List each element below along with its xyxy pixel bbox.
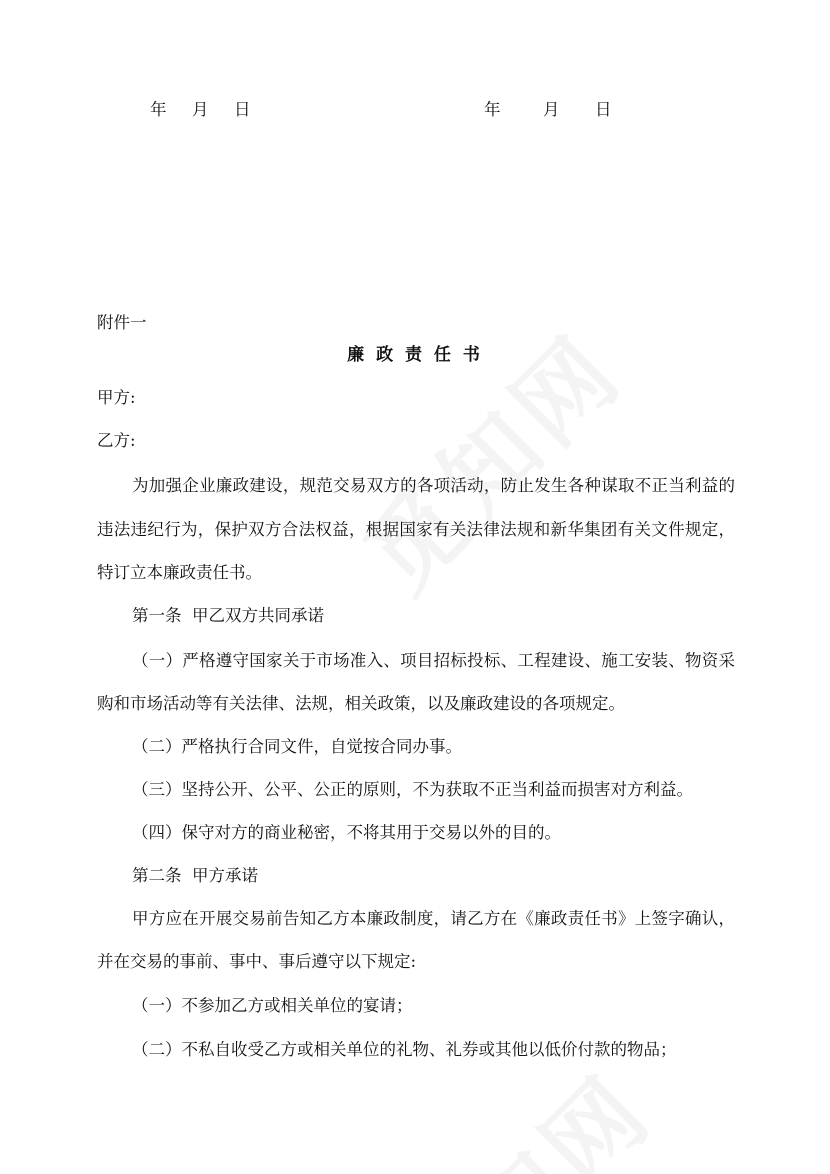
article-line: （二）严格执行合同文件，自觉按合同办事。 bbox=[132, 737, 462, 756]
article-line: （一）严格遵守国家关于市场准入、项目招标投标、工程建设、施工安装、物资采 bbox=[132, 651, 735, 670]
article-heading: 第一条 甲乙双方共同承诺 bbox=[132, 606, 324, 625]
attachment-label: 附件一 bbox=[97, 313, 147, 332]
paragraph-line: 特订立本廉政责任书。 bbox=[97, 563, 262, 582]
article-heading: 第二条 甲方承诺 bbox=[132, 866, 258, 885]
date-day-label: 日 bbox=[234, 100, 251, 119]
party-a-label: 甲方: bbox=[97, 388, 136, 407]
article-line: （一）不参加乙方或相关单位的宴请； bbox=[132, 996, 413, 1015]
article-line: 购和市场活动等有关法律、法规，相关政策，以及廉政建设的各项规定。 bbox=[97, 694, 625, 713]
article-line: 并在交易的事前、事中、事后遵守以下规定: bbox=[97, 952, 417, 971]
paragraph-line: 违法违纪行为，保护双方合法权益，根据国家有关法律法规和新华集团有关文件规定， bbox=[97, 520, 735, 539]
paragraph-line: 为加强企业廉政建设，规范交易双方的各项活动，防止发生各种谋取不正当利益的 bbox=[132, 476, 735, 495]
date-month-label: 月 bbox=[192, 100, 209, 119]
date-month-label: 月 bbox=[543, 100, 560, 119]
article-line: （二）不私自收受乙方或相关单位的礼物、礼券或其他以低价付款的物品； bbox=[132, 1040, 677, 1059]
date-day-label: 日 bbox=[595, 100, 612, 119]
date-year-label: 年 bbox=[150, 100, 167, 119]
article-line: （四）保守对方的商业秘密，不将其用于交易以外的目的。 bbox=[132, 823, 561, 842]
party-b-label: 乙方: bbox=[97, 431, 136, 450]
article-line: （三）坚持公开、公平、公正的原则，不为获取不正当利益而损害对方利益。 bbox=[132, 780, 693, 799]
document-title: 廉 政 责 任 书 bbox=[347, 345, 483, 365]
date-year-label: 年 bbox=[484, 100, 501, 119]
article-line: 甲方应在开展交易前告知乙方本廉政制度，请乙方在《廉政责任书》上签字确认， bbox=[132, 909, 735, 928]
